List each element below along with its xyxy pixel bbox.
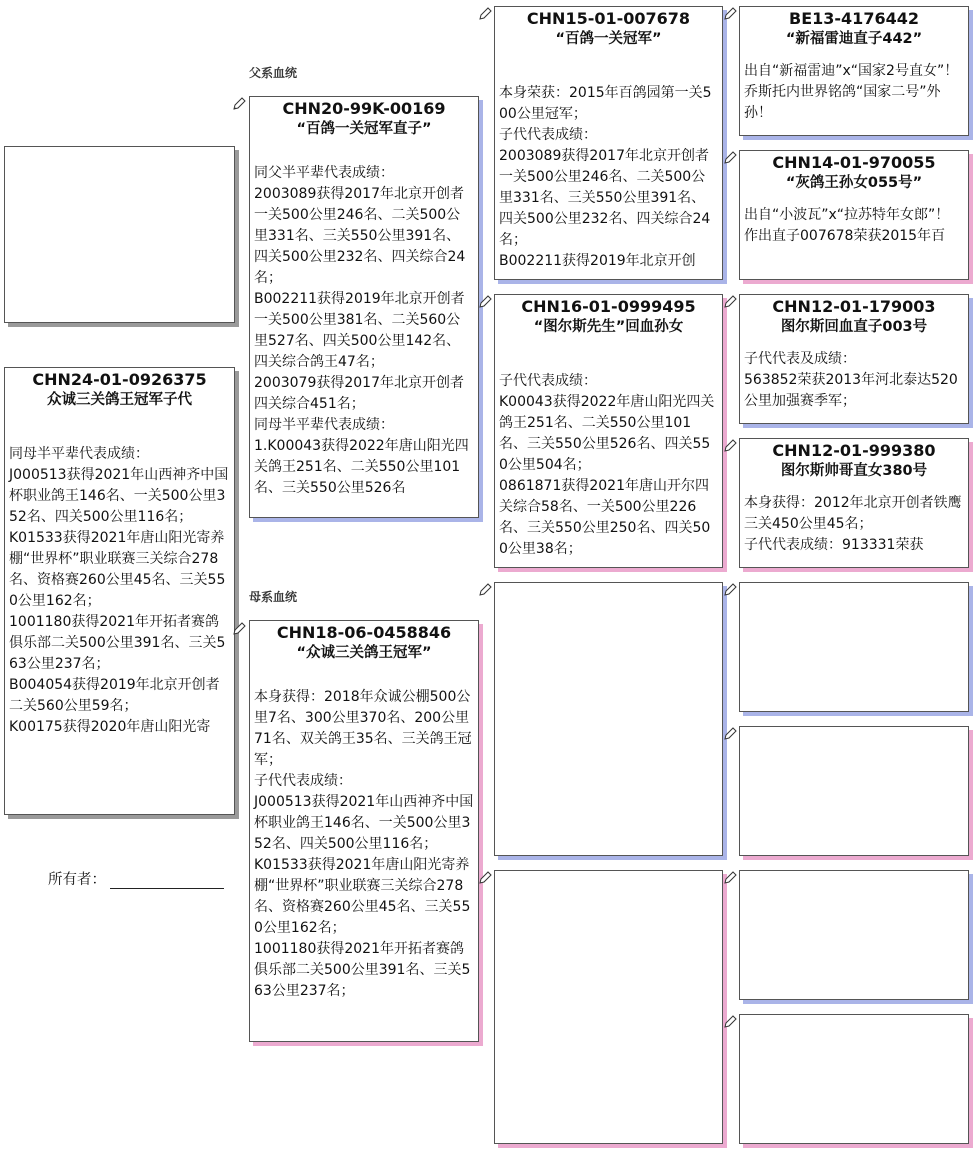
owner-field [48,868,224,889]
sire-sire-notes [495,83,722,272]
edit-pencil-icon[interactable] [232,622,246,636]
ssd-ring: CHN14-01-970055 [772,153,936,172]
subject-ring: CHN24-01-0926375 [32,370,207,389]
sds-name: 图尔斯回血直子003号 [780,319,928,335]
note-line: B004054获得2019年北京开创者二关560公里59名； [9,677,220,714]
sire-sire-card[interactable] [494,6,723,280]
edit-pencil-icon[interactable] [723,727,737,741]
edit-pencil-icon[interactable] [478,295,492,309]
sire-notes [250,163,478,499]
note-line: 本身获得：2012年北京开创者铁鹰三关450公里45名； [744,495,962,532]
note-line: 563852荣获2013年河北泰达520公里加强赛季军； [744,372,958,409]
note-line: 子代代表成绩： [499,373,597,389]
dam-card[interactable] [249,620,479,1042]
note-line: K00175获得2020年唐山阳光寄 [9,719,211,735]
ssd-name: “灰鸽王孙女055号” [785,175,923,191]
note-line: 2003079获得2017年北京开创者四关综合451名； [254,375,464,412]
sdd-name: 图尔斯帅哥直女380号 [780,463,928,479]
edit-pencil-icon[interactable] [478,871,492,885]
sire-dam-name: “图尔斯先生”回血孙女 [533,319,684,335]
note-line: 子代代表成绩： [499,127,597,143]
dam-name: “众诚三关鸽王冠军” [296,645,432,661]
sire-sire-ring: CHN15-01-007678 [526,9,691,28]
sdd-ring: CHN12-01-999380 [772,441,936,460]
note-line: 出自“新福雷迪”x“国家2号直女”！乔斯托内世界铭鸽“国家二号”外孙！ [744,63,959,121]
dam-ring: CHN18-06-0458846 [276,623,452,642]
note-line: K00043获得2022年唐山阳光四关鸽王251名、二关550公里101名、三关550公里526名、四关550公里504名； [499,394,715,473]
note-line: 1001180获得2021年开拓者赛鸽俱乐部二关500公里391名、三关563公里237名； [9,614,226,672]
edit-pencil-icon[interactable] [723,439,737,453]
edit-pencil-icon[interactable] [723,1015,737,1029]
note-line: 本身荣获：2015年百鸽园第一关500公里冠军； [499,85,712,122]
father-line-label: 父系血统 [249,66,298,80]
sire-ring: CHN20-99K-00169 [282,99,446,118]
note-line: 子代代表成绩：913331荣获 [744,537,924,553]
note-line: 2003089获得2017年北京开创者一关500公里246名、二关500公里331名、三关550公里391名、四关500公里232名、四关综合24名； [499,148,711,248]
note-line: 本身获得：2018年众诚公棚500公里7名、300公里370名、200公里71名、双关鸽王35名、三关鸽王冠军； [254,689,472,768]
dsd-card[interactable] [739,726,969,856]
subject-card[interactable] [4,367,235,815]
edit-pencil-icon[interactable] [723,583,737,597]
sire-dam-ring: CHN16-01-0999495 [521,297,696,316]
note-line: 同母半平辈代表成绩： [9,446,149,462]
subject-notes [5,444,234,738]
note-line: 2003089获得2017年北京开创者一关500公里246名、二关500公里331名、三关550公里391名、四关500公里232名、四关综合24名； [254,186,466,286]
note-line: K01533获得2021年唐山阳光寄养棚“世界杯”职业联赛三关综合278名、资格赛260公里45名、三关550公里162名； [9,530,226,609]
sds-ring: CHN12-01-179003 [772,297,936,316]
note-line: 子代代表及成绩： [744,351,856,367]
sire-name: “百鸽一关冠军直子” [296,121,432,137]
note-line: 作出直子007678荣获2015年百 [744,228,946,244]
note-line: B002211获得2019年北京开创者一关500公里381名、二关560公里527名、四关500公里142名、四关综合鸽王47名； [254,291,465,370]
note-line: 1001180获得2021年开拓者赛鸽俱乐部二关500公里391名、三关563公里237名； [254,941,471,999]
edit-pencil-icon[interactable] [723,7,737,21]
sire-dam-notes [495,371,722,560]
ddd-card[interactable] [739,1014,969,1144]
dds-card[interactable] [739,870,969,1000]
note-line: 0861871获得2021年唐山开尔四关综合58名、一关500公里226名、三关550公里250名、四关500公里38名； [499,478,711,557]
sire-dam-card[interactable] [494,294,723,568]
edit-pencil-icon[interactable] [723,151,737,165]
pigeon-photo-box[interactable] [4,146,235,323]
note-line: 1.K00043获得2022年唐山阳光四关鸽王251名、二关550公里101名、三关550公里526名 [254,438,469,496]
note-line: 同父半平辈代表成绩： [254,165,394,181]
owner-underline[interactable] [110,874,224,889]
edit-pencil-icon[interactable] [232,97,246,111]
note-line: 子代代表成绩： [254,773,352,789]
sss-name: “新福雷迪直子442” [785,31,923,47]
note-line: J000513获得2021年山西神齐中国杯职业鸽王146名、一关500公里352名、四关500公里116名； [9,467,229,525]
owner-label: 所有者： [48,872,106,888]
sss-ring: BE13-4176442 [789,9,919,28]
edit-pencil-icon[interactable] [723,871,737,885]
dam-notes [250,687,478,1002]
sdd-card[interactable] [739,438,969,568]
edit-pencil-icon[interactable] [723,295,737,309]
dam-sire-card[interactable] [494,582,723,856]
edit-pencil-icon[interactable] [478,583,492,597]
note-line: J000513获得2021年山西神齐中国杯职业鸽王146名、一关500公里352名、四关500公里116名； [254,794,474,852]
note-line: 同母半平辈代表成绩： [254,417,394,433]
edit-pencil-icon[interactable] [478,7,492,21]
ssd-notes [740,205,968,247]
note-line: B002211获得2019年北京开创 [499,253,696,269]
sss-card[interactable] [739,6,969,136]
sdd-notes [740,493,968,556]
mother-line-label: 母系血统 [249,590,298,604]
dam-dam-card[interactable] [494,870,723,1144]
note-line: 出自“小波瓦”x“拉苏特年女郎”！ [744,207,950,223]
sds-card[interactable] [739,294,969,424]
sds-notes [740,349,968,412]
subject-name: 众诚三关鸽王冠军子代 [47,392,192,408]
sss-notes [740,61,968,124]
sire-sire-name: “百鸽一关冠军” [555,31,662,47]
sire-card[interactable] [249,96,479,518]
ssd-card[interactable] [739,150,969,280]
note-line: K01533获得2021年唐山阳光寄养棚“世界杯”职业联赛三关综合278名、资格赛260公里45名、三关550公里162名； [254,857,471,936]
dss-card[interactable] [739,582,969,712]
